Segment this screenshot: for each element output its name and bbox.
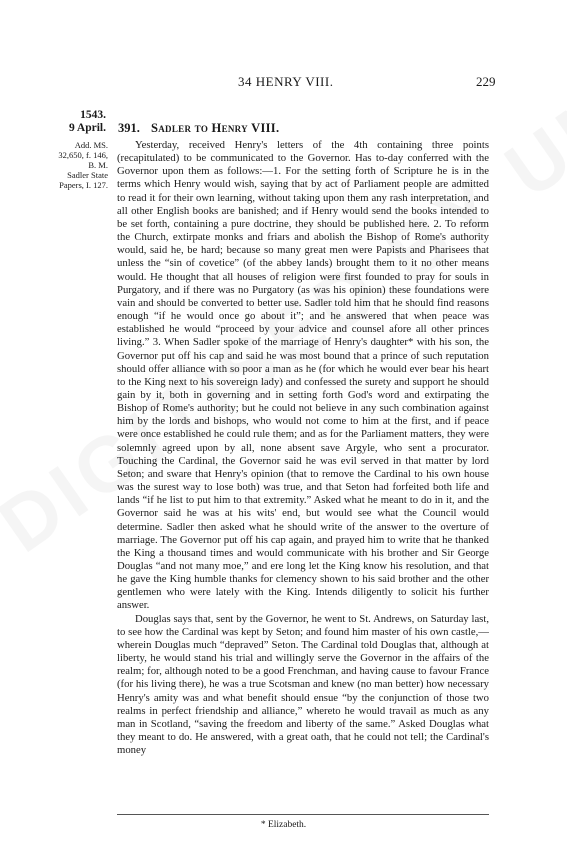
footnote: * Elizabeth. xyxy=(260,820,307,830)
letter-body xyxy=(117,139,489,757)
entry-title: Sadler to Henry VIII. xyxy=(151,121,280,135)
page-header xyxy=(0,74,567,90)
entry-heading xyxy=(118,121,279,136)
footnote-divider xyxy=(117,814,489,815)
running-head: 34 HENRY VIII. xyxy=(238,74,334,89)
source-line: 32,650, f. 146, xyxy=(58,150,108,160)
margin-source-note xyxy=(42,140,108,190)
margin-date xyxy=(54,109,106,135)
source-line: Add. MS. xyxy=(74,140,108,150)
page-number: 229 xyxy=(476,74,496,89)
source-line: B. M. xyxy=(88,160,108,170)
source-line: Papers, I. 127. xyxy=(59,180,108,190)
body-paragraph: Douglas says that, sent by the Governor, he went to St. Andrews, on Saturday last, to see how the Cardinal was kept by Seton; and found him master of his own castle,—wherein Douglas much “depraved” Seton. The Cardinal told Douglas that, although at liberty, he would stand his trial and willingly serve the Governor in the affairs of the realm; for, although noted to be a good Frenchman, and having cause to favour France (for his living there), he was a true Scotsman and knew (no man better) how necessary Henry's amity was and what benefit should ensue “by the conjunction of those two realms in perfect friendship and alliance,” whereto he would travail as much as any man in Scotland, “saving the freedom and liberty of the same.” Asked Douglas what they meant to do. He answered, with a great oath, that he could not tell; the Cardinal's money xyxy=(117,612,489,757)
entry-number: 391. xyxy=(118,121,140,135)
source-line: Sadler State xyxy=(67,170,108,180)
margin-day: 9 April. xyxy=(68,122,106,134)
margin-year: 1543. xyxy=(80,109,106,121)
body-paragraph: Yesterday, received Henry's letters of the 4th containing three points (recapitulated) to be communicated to the Governor. Has to-day conferred with the Governor upon them as follows:—1. For the setting forth of Scripture he is in the terms which Henry would wish, saying that by act of Parliament people are admitted to read it for their own learning, without taking upon them any rash interpretation, and all other English books are banished; and if Henry would send the books intended to be set forth, containing a pure doctrine, they should be published here. 2. To reform the Church, extirpate monks and friars and abolish the Bishop of Rome's authority would, said he, be hard; because so many great men were Papists and Pharisees that unless the “sin of covetice” (of the abbey lands) brought them to it no other means would. He thought that all houses of religion were first founded to pray for souls in Purgatory, and if there was no Purgatory (as was his opinion) these foundations were vain and should be converted to better use. Sadler told him that he should find reasons enough “if he would once go about it”; and he answered that when peace was established he would “proceed by your advice and counsel afore all other princes living.” 3. When Sadler spoke of the marriage of Henry's daughter* with his son, the Governor put off his cap and said he was most bound that a prince of such reputation should offer alliance with so poor a man as he (for which he would ever bear his heart to the King next to his sovereign lady) and confessed the surety and support he should gain by it, both in governing and in setting forth God's word and extirpating the Bishop of Rome's authority; but he could not believe in any such combination against him by the lords and bishops, who would not come to him at the first, and if peace were once established he could rule them; and as for the Parliament matters, they were solemnly agreed upon by all, none absent save Argyle, who sent a procurator. Touching the Cardinal, the Governor said he was evil served in that matter by lord Seton; and sware that Henry's opinion (that to remove the Cardinal to his own house was the surest way to lose both) was true, and that Seton had forfeited both life and lands “if he list to put him to that extremity.” Asked what he meant to do in it, and the Governor said he was at his wits' end, but would see what the Council would determine. Sadler then asked what he should write of the answer to the overture of marriage. The Governor put off his cap again, and prayed him to write that he thanked the King a thousand times and would communicate with his brother and Sir George Douglas “and not many moe,” and ere long let the King know his resolution, and that he gave the King humble thanks for clemency shown to his said brother and the other gentlemen who were lately with the King. Intends diligently to solicit his further answer. xyxy=(117,139,489,612)
